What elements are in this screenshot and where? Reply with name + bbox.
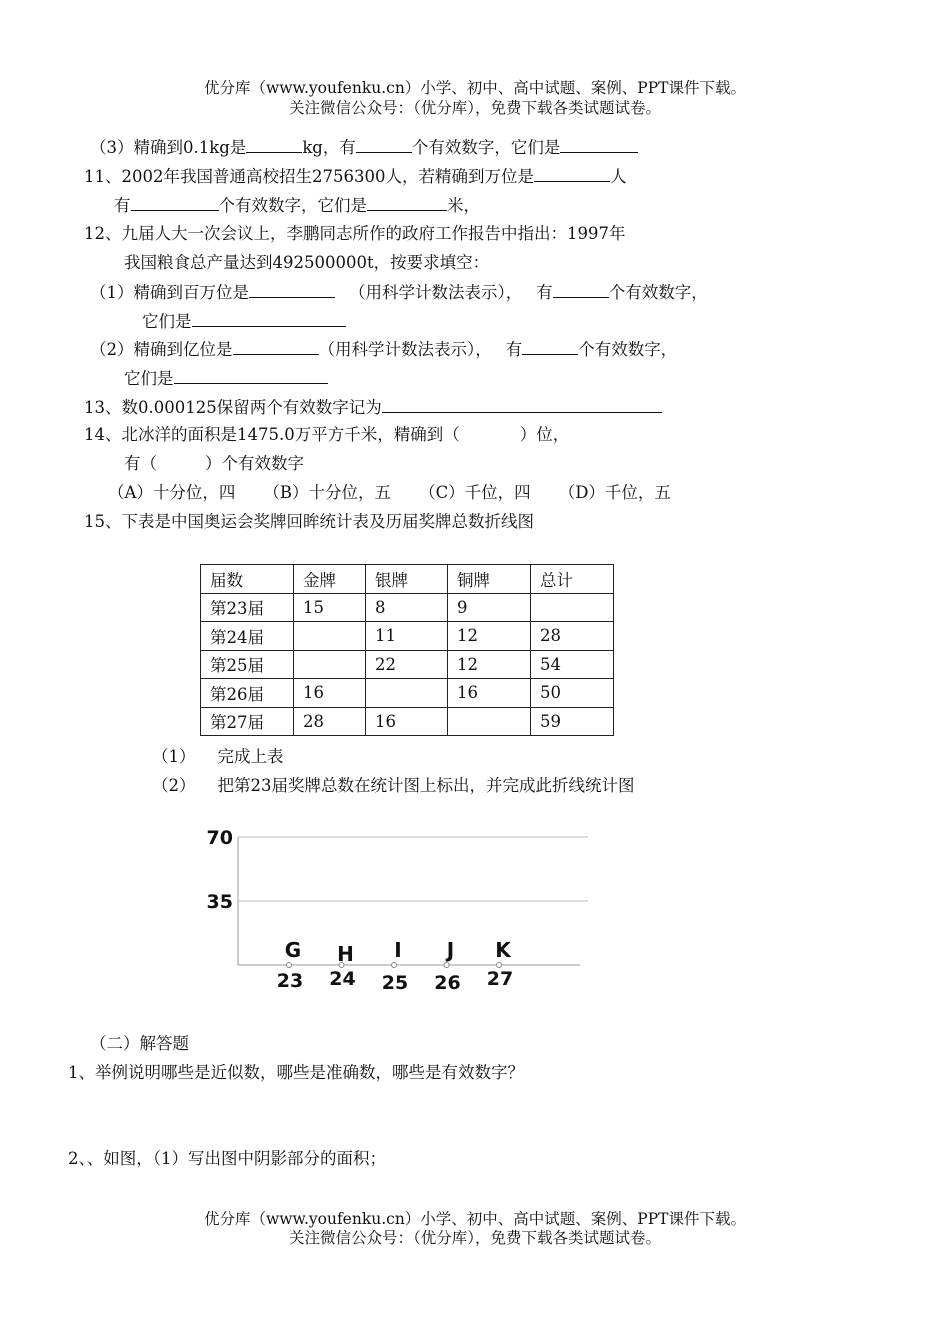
option-a[interactable]: （A）十分位，四 <box>108 483 236 502</box>
q11-text-d: 个有效数字，它们是 <box>218 196 367 215</box>
question-12-part-1 <box>90 282 708 303</box>
question-12-line-2: 我国粮食总产量达到492500000t，按要求填空： <box>124 253 490 272</box>
table-row <box>201 679 614 708</box>
table-header-cell: 银牌 <box>366 565 448 594</box>
point-letter-label: K <box>495 938 511 962</box>
answer-blank[interactable] <box>356 137 412 153</box>
x-tick-label: 24 <box>329 968 356 990</box>
question-12-part-2 <box>90 339 677 360</box>
point-letter-label: H <box>337 942 354 966</box>
q14-text-a: 14、北冰洋的面积是1475.0万平方千米，精确到（ <box>84 425 460 444</box>
answer-blank[interactable] <box>553 282 609 298</box>
table-header-cell: 总计 <box>531 565 614 594</box>
table-cell: 59 <box>531 707 614 736</box>
answer-blank[interactable] <box>534 166 610 182</box>
question-12-line-1: 12、九届人大一次会议上，李鹏同志所作的政府工作报告中指出：1997年 <box>84 224 626 243</box>
table-cell: 22 <box>366 650 448 679</box>
question-10-part-3 <box>90 137 638 158</box>
question-14-line-2 <box>124 454 304 474</box>
table-cell-blank[interactable] <box>366 679 448 708</box>
table-cell: 28 <box>294 707 366 736</box>
q11-text-a: 11、2002年我国普通高校招生2756300人，若精确到万位是 <box>84 167 534 186</box>
q15-sub-2 <box>152 776 635 796</box>
table-header-row <box>201 565 614 594</box>
question-12-part-1-line-2 <box>142 311 346 332</box>
q12-p1-text-c: 有 <box>536 283 553 302</box>
q12-p1-text-e: 它们是 <box>142 312 192 331</box>
answer-blank[interactable] <box>522 339 578 355</box>
table-cell-blank[interactable] <box>531 593 614 622</box>
y-tick-label: 35 <box>206 891 233 913</box>
y-tick-label: 70 <box>206 827 233 849</box>
option-d[interactable]: （D）千位，五 <box>558 483 671 502</box>
question-13 <box>84 397 662 418</box>
sub-1-text: 完成上表 <box>217 747 284 766</box>
table-cell-blank[interactable] <box>294 650 366 679</box>
q14-text-d: ）个有效数字 <box>205 454 304 473</box>
footer-line-1: 优分库（www.youfenku.cn）小学、初中、高中试题、案例、PPT课件下载。 <box>203 1210 747 1228</box>
point-letter-label: I <box>394 938 402 962</box>
answer-blank[interactable] <box>246 137 302 153</box>
header-line-2: 关注微信公众号：（优分库），免费下载各类试题试卷。 <box>288 99 661 117</box>
answer-blank[interactable] <box>249 282 335 298</box>
table-cell: 16 <box>366 707 448 736</box>
x-tick-label: 25 <box>381 972 409 994</box>
x-point-marker <box>497 963 502 968</box>
q13-text: 13、数0.000125保留两个有效数字记为 <box>84 398 382 417</box>
q12-p2-text-b: （用科学计数法表示）， <box>318 340 492 359</box>
x-tick-label: 26 <box>434 972 461 994</box>
q12-p2-text-c: 有 <box>505 340 523 359</box>
table-cell: 第25届 <box>201 650 294 679</box>
table-cell: 第24届 <box>201 622 294 651</box>
point-letter-label: G <box>284 938 302 962</box>
question-11-line-1 <box>84 166 626 187</box>
footer-line-2: 关注微信公众号：（优分库），免费下载各类试题试卷。 <box>288 1229 661 1247</box>
table-row <box>201 707 614 736</box>
q14-text-c: 有（ <box>124 454 157 473</box>
q14-text-b: ）位， <box>519 425 570 444</box>
table-cell: 第26届 <box>201 679 294 708</box>
q15-sub-1 <box>152 747 284 767</box>
table-cell: 12 <box>448 622 531 651</box>
table-cell: 16 <box>448 679 531 708</box>
x-tick-label: 23 <box>276 970 304 992</box>
q12-p1-text-d: 个有效数字， <box>608 283 708 302</box>
point-letter-label: J <box>446 938 455 962</box>
table-cell: 第23届 <box>201 593 294 622</box>
table-header-cell: 金牌 <box>294 565 366 594</box>
q11-text-e: 米， <box>447 196 480 215</box>
table-header-cell: 届数 <box>201 565 294 594</box>
table-cell: 16 <box>294 679 366 708</box>
table-cell: 11 <box>366 622 448 651</box>
x-tick-label: 27 <box>486 968 514 990</box>
table-cell: 15 <box>294 593 366 622</box>
part-2-title: （二）解答题 <box>90 1034 189 1053</box>
table-header-cell: 铜牌 <box>448 565 531 594</box>
x-point-marker <box>287 963 292 968</box>
part-2-question-2: 2、、如图，（1）写出图中阴影部分的面积； <box>68 1149 386 1168</box>
table-cell: 50 <box>531 679 614 708</box>
q10-3-text-a: （3）精确到0.1kg是 <box>90 138 247 157</box>
medal-line-chart <box>190 820 610 1000</box>
table-cell: 28 <box>531 622 614 651</box>
table-row <box>201 622 614 651</box>
q10-3-text-b: kg，有 <box>302 138 356 157</box>
x-point-marker <box>392 963 397 968</box>
q12-p2-text-d: 个有效数字， <box>578 340 678 359</box>
table-row <box>201 650 614 679</box>
q12-p1-text-a: （1）精确到百万位是 <box>90 283 249 302</box>
table-row <box>201 593 614 622</box>
part-2-question-1: 1、举例说明哪些是近似数，哪些是准确数，哪些是有效数字？ <box>68 1063 524 1082</box>
answer-blank[interactable] <box>560 137 638 153</box>
table-cell: 12 <box>448 650 531 679</box>
answer-blank[interactable] <box>367 195 447 211</box>
q10-3-text-c: 个有效数字，它们是 <box>411 138 561 157</box>
table-cell: 第27届 <box>201 707 294 736</box>
answer-blank[interactable] <box>382 397 662 413</box>
medal-table <box>200 564 614 736</box>
sub-2-number: （2） <box>152 776 196 795</box>
table-cell-blank[interactable] <box>294 622 366 651</box>
table-cell: 54 <box>531 650 614 679</box>
answer-blank[interactable] <box>233 339 319 355</box>
header-line-1: 优分库（www.youfenku.cn）小学、初中、高中试题、案例、PPT课件下载。 <box>203 79 747 97</box>
question-12-part-2-line-2 <box>124 368 328 389</box>
question-14-line-1 <box>84 425 569 445</box>
q11-text-c: 有 <box>114 196 131 215</box>
table-cell-blank[interactable] <box>448 707 531 736</box>
sub-1-number: （1） <box>152 747 196 766</box>
q12-p1-text-b: （用科学计数法表示）， <box>349 283 523 302</box>
q12-p2-text-e: 它们是 <box>124 369 174 388</box>
q12-p2-text-a: （2）精确到亿位是 <box>90 340 233 359</box>
q11-text-b: 人 <box>609 167 627 186</box>
question-15-title: 15、下表是中国奥运会奖牌回眸统计表及历届奖牌总数折线图 <box>84 512 534 531</box>
table-cell: 9 <box>448 593 531 622</box>
question-11-line-2 <box>114 195 480 216</box>
table-cell: 8 <box>366 593 448 622</box>
answer-blank[interactable] <box>174 368 328 384</box>
answer-blank[interactable] <box>192 311 346 327</box>
option-c[interactable]: （C）千位，四 <box>419 483 531 502</box>
option-b[interactable]: （B）十分位，五 <box>263 483 392 502</box>
sub-2-text: 把第23届奖牌总数在统计图上标出，并完成此折线统计图 <box>217 776 635 795</box>
question-14-options <box>108 483 671 503</box>
answer-blank[interactable] <box>131 195 219 211</box>
x-point-marker <box>444 963 449 968</box>
